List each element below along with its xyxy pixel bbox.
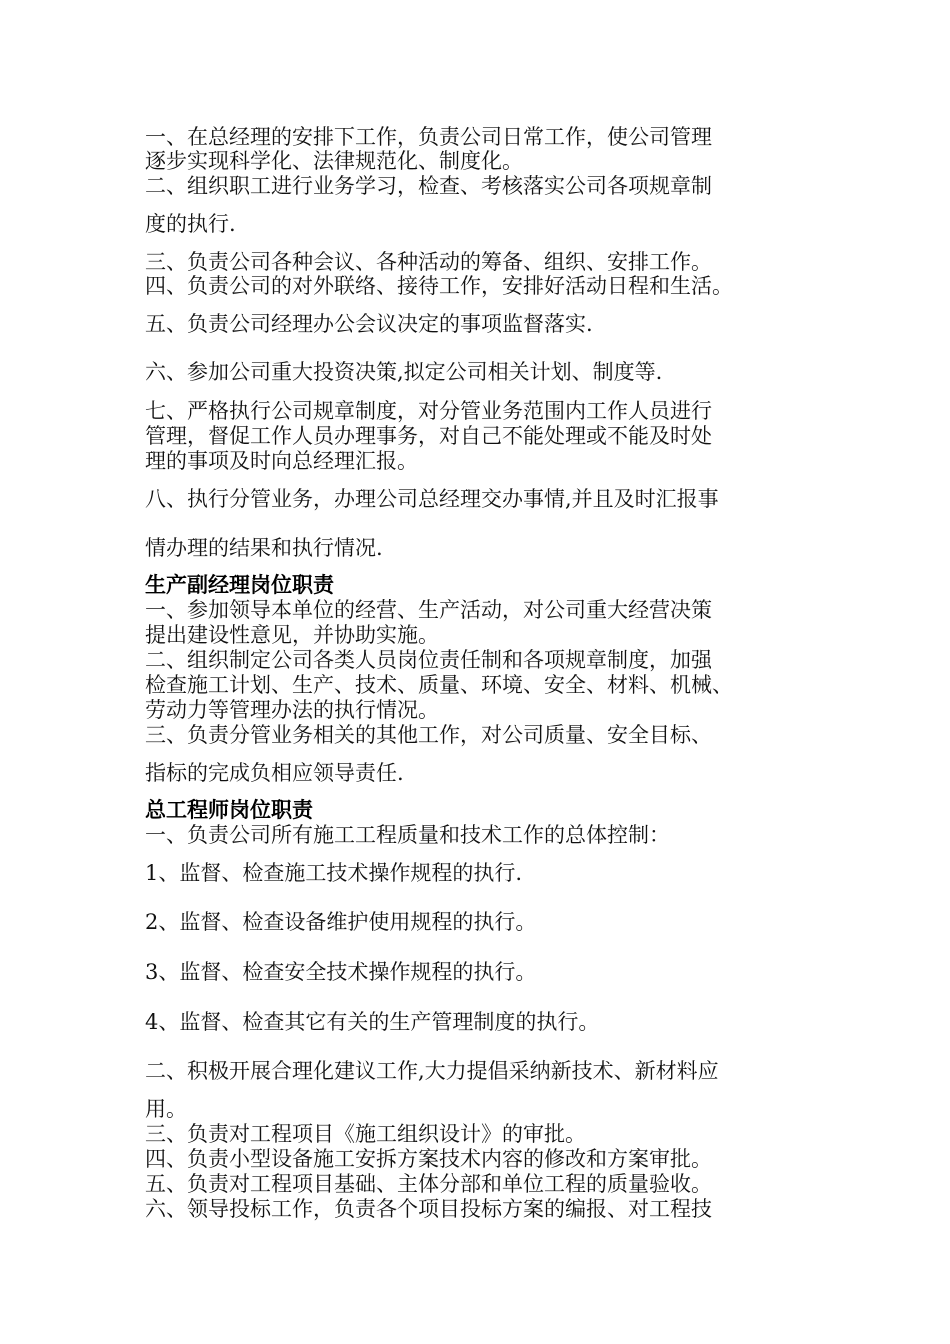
paragraph-line: 八、执行分管业务，办理公司总经理交办事情,并且及时汇报事 [145, 487, 719, 511]
section-heading: 生产副经理岗位职责 [145, 573, 334, 597]
paragraph-line: 四、负责公司的对外联络、接待工作，安排好活动日程和生活。 [145, 274, 733, 298]
paragraph-line: 度的执行. [145, 212, 236, 236]
paragraph-line: 4、监督、检查其它有关的生产管理制度的执行。 [145, 1010, 600, 1034]
paragraph-line: 3、监督、检查安全技术操作规程的执行。 [145, 960, 537, 984]
paragraph-line: 六、参加公司重大投资决策,拟定公司相关计划、制度等. [145, 360, 663, 384]
paragraph-line: 二、积极开展合理化建议工作,大力提倡采纳新技术、新材料应 [145, 1059, 719, 1083]
paragraph-line: 六、领导投标工作，负责各个项目投标方案的编报、对工程技 [145, 1197, 712, 1221]
paragraph-line: 二、组织制定公司各类人员岗位责任制和各项规章制度，加强 [145, 648, 712, 672]
paragraph-line: 四、负责小型设备施工安拆方案技术内容的修改和方案审批。 [145, 1147, 712, 1171]
paragraph-line: 用。 [145, 1097, 187, 1121]
paragraph-line: 七、严格执行公司规章制度，对分管业务范围内工作人员进行 [145, 399, 712, 423]
paragraph-line: 检查施工计划、生产、技术、质量、环境、安全、材料、机械、 [145, 673, 733, 697]
paragraph-line: 理的事项及时向总经理汇报。 [145, 449, 418, 473]
paragraph-line: 五、负责公司经理办公会议决定的事项监督落实. [145, 312, 593, 336]
paragraph-line: 管理，督促工作人员办理事务，对自己不能处理或不能及时处 [145, 424, 712, 448]
paragraph-line: 逐步实现科学化、法律规范化、制度化。 [145, 149, 523, 173]
paragraph-line: 二、组织职工进行业务学习，检查、考核落实公司各项规章制 [145, 174, 712, 198]
paragraph-line: 三、负责分管业务相关的其他工作，对公司质量、安全目标、 [145, 723, 712, 747]
paragraph-line: 指标的完成负相应领导责任. [145, 761, 404, 785]
paragraph-line: 三、负责对工程项目《施工组织设计》的审批。 [145, 1122, 586, 1146]
section-heading: 总工程师岗位职责 [145, 798, 313, 822]
paragraph-line: 提出建设性意见，并协助实施。 [145, 623, 439, 647]
paragraph-line: 一、参加领导本单位的经营、生产活动，对公司重大经营决策 [145, 598, 712, 622]
paragraph-line: 情办理的结果和执行情况. [145, 536, 383, 560]
paragraph-line: 一、在总经理的安排下工作，负责公司日常工作，使公司管理 [145, 125, 712, 149]
paragraph-line: 五、负责对工程项目基础、主体分部和单位工程的质量验收。 [145, 1172, 712, 1196]
paragraph-line: 一、负责公司所有施工工程质量和技术工作的总体控制： [145, 823, 670, 847]
paragraph-line: 2、监督、检查设备维护使用规程的执行。 [145, 910, 537, 934]
paragraph-line: 劳动力等管理办法的执行情况。 [145, 698, 439, 722]
paragraph-line: 1、监督、检查施工技术操作规程的执行. [145, 861, 523, 885]
paragraph-line: 三、负责公司各种会议、各种活动的筹备、组织、安排工作。 [145, 250, 712, 274]
